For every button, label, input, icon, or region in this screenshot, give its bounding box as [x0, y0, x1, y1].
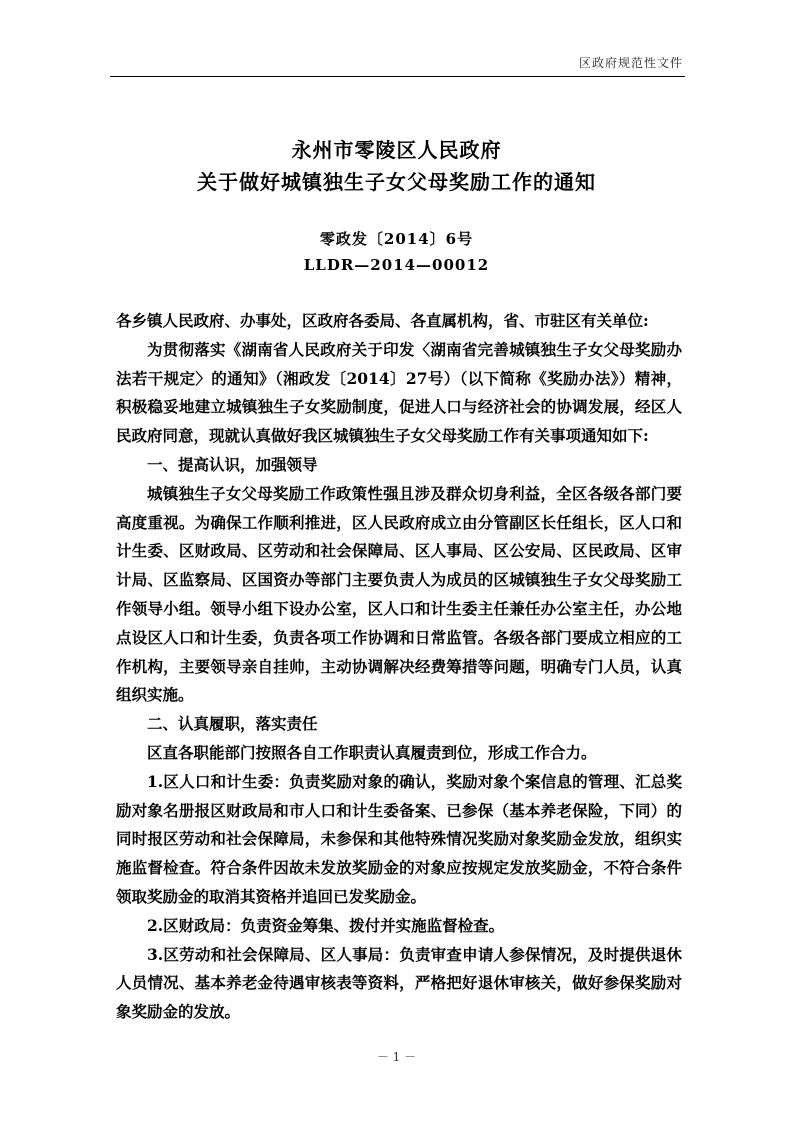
issue-number: 零政发〔2014〕6号 — [319, 230, 474, 248]
list-item-1: 1.区人口和计生委：负责奖励对象的确认，奖励对象个案信息的管理、汇总奖励对象名册报区财政局和市人口和计生委备案、已参保（基本养老保险，下同）的同时报区劳动和社会保障局，未参保和其他特殊情况奖励对象奖励金发放，组织实施监督检查。符合条件因故未发放奖励金的对象应按规定发放奖励金，不符合条件领取奖励金的取消其资格并追回已发奖励金。 — [116, 771, 682, 906]
section-1-heading: 一、提高认识，加强领导 — [147, 455, 318, 474]
section-2-intro: 区直各职能部门按照各自工作职责认真履责到位，形成工作合力。 — [147, 742, 597, 762]
section-1-paragraph: 城镇独生子女父母奖励工作政策性强且涉及群众切身利益，全区各级各部门要高度重视。为确保工作顺利推进，区人民政府成立由分管副区长任组长，区人口和计生委、区财政局、区劳动和社会保障局、区人事局、区公安局、区民政局、区审计局、区监察局、区国资办等部门主要负责人为成员的区城镇独生子女父母奖励工作领导小组。领导小组下设办公室，区人口和计生委主任兼任办公室主任，办公地点设区人口和计生委，负责各项工作协调和日常监管。各级各部门要成立相应的工作机构，主要领导亲自挂帅，主动协调解决经费筹措等问题，明确专门人员，认真组织实施。 — [116, 483, 682, 705]
section-2-heading: 二、认真履职，落实责任 — [147, 715, 318, 734]
title-issuer: 永州市零陵区人民政府 — [291, 138, 502, 162]
registration-number: LLDR—2014—00012 — [303, 256, 490, 274]
page-number: － 1 － — [376, 1050, 417, 1064]
title-subject: 关于做好城镇独生子女父母奖励工作的通知 — [197, 170, 596, 194]
header-doc-type: 区政府规范性文件 — [578, 56, 683, 70]
list-item-3: 3.区劳动和社会保障局、区人事局：负责审查申请人参保情况，及时提供退休人员情况、基本养老金待遇审核表等资料，严格把好退休审核关，做好参保奖励对象奖励金的发放。 — [116, 944, 682, 1022]
addressee: 各乡镇人民政府、办事处，区政府各委局、各直属机构，省、市驻区有关单位: — [116, 311, 649, 330]
intro-paragraph: 为贯彻落实《湖南省人民政府关于印发〈湖南省完善城镇独生子女父母奖励办法若干规定〉的通知》（湘政发〔2014〕27号）（以下简称《奖励办法》）精神，积极稳妥地建立城镇独生子女奖励制度，促进人口与经济社会的协调发展，经区人民政府同意，现就认真做好我区城镇独生子女父母奖励工作有关事项通知如下: — [116, 339, 682, 446]
document-body — [116, 307, 682, 1027]
header-divider — [110, 76, 685, 77]
list-item-2: 2.区财政局：负责资金筹集、拨付并实施监督检查。 — [147, 915, 505, 935]
